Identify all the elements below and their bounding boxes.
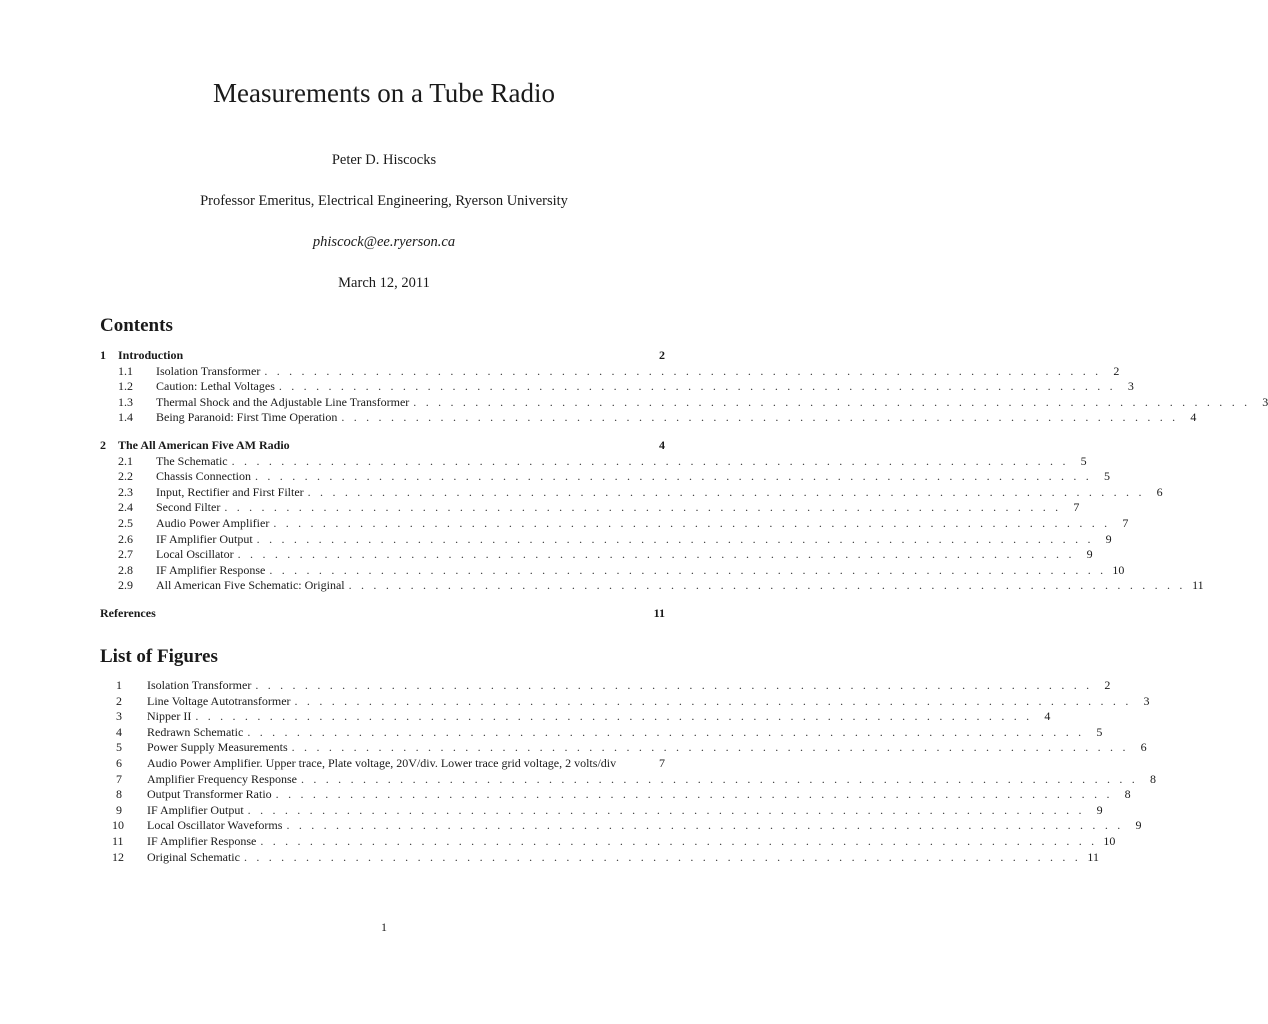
figure-number: 6	[116, 755, 122, 770]
contents-heading: Contents	[100, 315, 173, 336]
figure-row[interactable]	[100, 771, 1156, 788]
figure-page: 4	[1044, 709, 1051, 724]
toc-section-1	[100, 348, 1268, 426]
toc-subsection-row[interactable]	[100, 547, 1093, 563]
toc-subsection-row[interactable]	[100, 484, 1163, 501]
toc-title: Input, Rectifier and First Filter	[156, 484, 304, 499]
toc-page: 2	[659, 348, 665, 362]
toc-number: 2.2	[118, 469, 133, 484]
toc-subsection-row[interactable]	[100, 453, 1087, 470]
figure-title: Audio Power Amplifier. Upper trace, Plate voltage, 20V/div. Lower trace grid voltage, 2 volts/div	[147, 755, 617, 770]
toc-leader: . . . . . . . . . . . . . . . . . . . . . . . . . . . . . . . . . . . . . . . . . . . . . . . . . . . . . . . . . . . . . . . . . . . .	[278, 379, 1116, 394]
toc-number: 1.2	[118, 379, 133, 394]
page-number: 1	[381, 920, 387, 934]
toc-leader: . . . . . . . . . . . . . . . . . . . . . . . . . . . . . . . . . . . . . . . . . . . . . . . . . . . . . . . . . . . . . . . . . . . .	[275, 787, 1113, 802]
toc-number: 2	[100, 438, 106, 452]
toc-page: 3	[1127, 379, 1134, 394]
toc-page: 7	[1122, 515, 1129, 530]
toc-leader: . . . . . . . . . . . . . . . . . . . . . . . . . . . . . . . . . . . . . . . . . . . . . . . . . . . . . . . . . . . . . . . . . . . .	[291, 740, 1129, 755]
figure-page: 8	[1149, 771, 1156, 786]
document-title: Measurements on a Tube Radio	[213, 78, 555, 108]
toc-subsection-row[interactable]	[100, 578, 1204, 594]
figure-title: Line Voltage Autotransformer	[147, 693, 291, 708]
figure-page: 9	[1096, 802, 1103, 817]
toc-page: 5	[1080, 453, 1087, 468]
toc-leader: . . . . . . . . . . . . . . . . . . . . . . . . . . . . . . . . . . . . . . . . . . . . . . . . . . . . . . . . . . . . . . . . . . . .	[348, 578, 1186, 593]
figure-row[interactable]	[100, 833, 1116, 850]
toc-section-row[interactable]	[100, 438, 665, 454]
toc-leader: . . . . . . . . . . . . . . . . . . . . . . . . . . . . . . . . . . . . . . . . . . . . . . . . . . . . . . . . . . . . . . . . . . . .	[256, 531, 1094, 546]
toc-page: 10	[1112, 562, 1125, 577]
toc-number: 2.9	[118, 578, 133, 593]
figure-row[interactable]	[100, 740, 1147, 756]
toc-title: The All American Five AM Radio	[118, 438, 290, 452]
toc-page: 9	[1105, 531, 1112, 546]
figure-title: Redrawn Schematic	[147, 724, 244, 739]
toc-leader: . . . . . . . . . . . . . . . . . . . . . . . . . . . . . . . . . . . . . . . . . . . . . . . . . . . . . . . . . . . . . . . . . . . .	[195, 709, 1033, 724]
figure-row[interactable]	[100, 849, 1099, 866]
figure-number: 7	[116, 771, 122, 786]
toc-page: 3	[1262, 394, 1268, 409]
toc-page: 11	[1192, 578, 1204, 593]
figure-number: 4	[116, 724, 122, 739]
toc-title: Second Filter	[156, 500, 221, 515]
toc-leader: . . . . . . . . . . . . . . . . . . . . . . . . . . . . . . . . . . . . . . . . . . . . . . . . . . . . . . . . . . . . . . . . . . . .	[255, 678, 1093, 692]
document-date: March 12, 2011	[338, 275, 430, 291]
toc-subsection-row[interactable]	[100, 363, 1120, 380]
toc-title: Thermal Shock and the Adjustable Line Transformer	[156, 394, 410, 409]
toc-title: Audio Power Amplifier	[156, 515, 270, 530]
figure-title: Local Oscillator Waveforms	[147, 818, 283, 833]
toc-leader: . . . . . . . . . . . . . . . . . . . . . . . . . . . . . . . . . . . . . . . . . . . . . . . . . . . . . . . . . . . . . . . . . . . .	[247, 724, 1085, 739]
toc-page: 9	[1086, 547, 1093, 562]
toc-subsection-row[interactable]	[100, 531, 1112, 548]
figure-number: 10	[112, 818, 124, 833]
toc-subsection-row[interactable]	[100, 379, 1134, 395]
toc-title: Caution: Lethal Voltages	[156, 379, 275, 394]
toc-title: All American Five Schematic: Original	[156, 578, 345, 593]
toc-page: 4	[1190, 410, 1197, 425]
toc-leader: . . . . . . . . . . . . . . . . . . . . . . . . . . . . . . . . . . . . . . . . . . . . . . . . . . . . . . . . . . . . . . . . . . . .	[224, 500, 1062, 515]
figure-title: Power Supply Measurements	[147, 740, 288, 755]
toc-number: 1.3	[118, 394, 133, 409]
toc-title: Being Paranoid: First Time Operation	[156, 410, 338, 425]
figure-row[interactable]	[100, 678, 1111, 694]
toc-page: 4	[659, 438, 665, 452]
toc-number: 1	[100, 348, 106, 362]
toc-number: 2.5	[118, 515, 133, 530]
toc-page: 2	[1113, 363, 1120, 378]
figure-title: Original Schematic	[147, 849, 240, 864]
figure-number: 3	[116, 709, 122, 724]
toc-references	[100, 606, 665, 622]
toc-leader: . . . . . . . . . . . . . . . . . . . . . . . . . . . . . . . . . . . . . . . . . . . . . . . . . . . . . . . . . . . . . . . . . . . .	[243, 849, 1081, 864]
figure-title: IF Amplifier Response	[147, 833, 257, 848]
toc-number: 1.4	[118, 410, 133, 425]
toc-leader: . . . . . . . . . . . . . . . . . . . . . . . . . . . . . . . . . . . . . . . . . . . . . . . . . . . . . . . . . . . . . . . . . . . .	[231, 453, 1069, 468]
toc-title: IF Amplifier Output	[156, 531, 253, 546]
list-of-figures	[100, 678, 1156, 865]
toc-subsection-row[interactable]	[100, 515, 1129, 532]
figure-row[interactable]	[100, 724, 1103, 741]
figure-title: Output Transformer Ratio	[147, 787, 272, 802]
toc-title: IF Amplifier Response	[156, 562, 266, 577]
toc-leader: . . . . . . . . . . . . . . . . . . . . . . . . . . . . . . . . . . . . . . . . . . . . . . . . . . . . . . . . . . . . . . . . . . . .	[273, 515, 1111, 530]
toc-subsection-row[interactable]	[100, 469, 1110, 485]
toc-title: Introduction	[118, 348, 184, 362]
figure-page: 9	[1135, 818, 1142, 833]
toc-leader: . . . . . . . . . . . . . . . . . . . . . . . . . . . . . . . . . . . . . . . . . . . . . . . . . . . . . . . . . . . . . . . . . . . .	[264, 363, 1102, 378]
toc-page: 11	[653, 606, 665, 620]
figure-number: 2	[116, 693, 122, 708]
toc-subsection-row[interactable]	[100, 394, 1268, 411]
figure-number: 1	[116, 678, 122, 692]
figure-page: 7	[659, 755, 665, 770]
figure-row[interactable]	[100, 802, 1103, 819]
toc-leader: . . . . . . . . . . . . . . . . . . . . . . . . . . . . . . . . . . . . . . . . . . . . . . . . . . . . . . . . . . . . . . . . . . . .	[237, 547, 1075, 562]
figure-number: 8	[116, 787, 122, 802]
toc-number: 2.8	[118, 562, 133, 577]
figure-page: 8	[1124, 787, 1131, 802]
author-email: phiscock@ee.ryerson.ca	[312, 234, 456, 250]
toc-page: 6	[1156, 484, 1163, 499]
figure-number: 9	[116, 802, 122, 817]
figure-page: 10	[1103, 833, 1116, 848]
toc-title: The Schematic	[156, 453, 228, 468]
figure-row[interactable]	[100, 693, 1150, 710]
toc-number: 2.4	[118, 500, 133, 515]
figure-page: 6	[1140, 740, 1147, 755]
figure-row[interactable]	[100, 709, 1051, 725]
figure-page: 5	[1096, 724, 1103, 739]
figure-title: Amplifier Frequency Response	[147, 771, 297, 786]
toc-leader: . . . . . . . . . . . . . . . . . . . . . . . . . . . . . . . . . . . . . . . . . . . . . . . . . . . . . . . . . . . . . . . . . . . .	[269, 562, 1107, 577]
toc-title: Local Oscillator	[156, 547, 234, 562]
figure-title: Nipper II	[147, 709, 192, 724]
figure-title: Isolation Transformer	[147, 678, 252, 692]
toc-title: Chassis Connection	[156, 469, 251, 484]
toc-leader: . . . . . . . . . . . . . . . . . . . . . . . . . . . . . . . . . . . . . . . . . . . . . . . . . . . . . . . . . . . . . . . . . . . .	[341, 410, 1179, 425]
toc-number: 2.3	[118, 484, 133, 499]
toc-subsection-row[interactable]	[100, 562, 1125, 579]
toc-references-row[interactable]	[100, 606, 665, 622]
toc-number: 2.6	[118, 531, 133, 546]
figure-number: 5	[116, 740, 122, 755]
toc-section-row[interactable]	[100, 348, 665, 364]
toc-page: 7	[1073, 500, 1080, 515]
toc-number: 1.1	[118, 363, 133, 378]
toc-leader: . . . . . . . . . . . . . . . . . . . . . . . . . . . . . . . . . . . . . . . . . . . . . . . . . . . . . . . . . . . . . . . . . . . .	[260, 833, 1098, 848]
figure-page: 11	[1087, 849, 1099, 864]
toc-leader: . . . . . . . . . . . . . . . . . . . . . . . . . . . . . . . . . . . . . . . . . . . . . . . . . . . . . . . . . . . . . . . . . . . .	[307, 484, 1145, 499]
toc-page: 5	[1104, 469, 1110, 484]
figure-page: 2	[1104, 678, 1111, 692]
toc-leader: . . . . . . . . . . . . . . . . . . . . . . . . . . . . . . . . . . . . . . . . . . . . . . . . . . . . . . . . . . . . . . . . . . . .	[294, 693, 1132, 708]
toc-title: References	[100, 606, 156, 620]
author-name: Peter D. Hiscocks	[331, 152, 437, 168]
figure-row[interactable]	[100, 818, 1142, 834]
toc-section-2	[100, 438, 1204, 594]
author-affiliation: Professor Emeritus, Electrical Engineering, Ryerson University	[200, 193, 568, 209]
figure-row[interactable]	[100, 787, 1131, 803]
list-of-figures-heading: List of Figures	[100, 646, 218, 667]
toc-leader: . . . . . . . . . . . . . . . . . . . . . . . . . . . . . . . . . . . . . . . . . . . . . . . . . . . . . . . . . . . . . . . . . . . .	[300, 771, 1138, 786]
figure-row[interactable]	[100, 756, 665, 772]
figure-page: 3	[1143, 693, 1150, 708]
toc-subsection-row[interactable]	[100, 500, 1080, 516]
figure-number: 11	[112, 833, 124, 848]
toc-title: Isolation Transformer	[156, 363, 261, 378]
toc-leader: . . . . . . . . . . . . . . . . . . . . . . . . . . . . . . . . . . . . . . . . . . . . . . . . . . . . . . . . . . . . . . . . . . . .	[413, 394, 1251, 409]
toc-leader: . . . . . . . . . . . . . . . . . . . . . . . . . . . . . . . . . . . . . . . . . . . . . . . . . . . . . . . . . . . . . . . . . . . .	[286, 818, 1124, 833]
toc-number: 2.1	[118, 453, 133, 468]
toc-leader: . . . . . . . . . . . . . . . . . . . . . . . . . . . . . . . . . . . . . . . . . . . . . . . . . . . . . . . . . . . . . . . . . . . .	[255, 469, 1092, 484]
toc-leader: . . . . . . . . . . . . . . . . . . . . . . . . . . . . . . . . . . . . . . . . . . . . . . . . . . . . . . . . . . . . . . . . . . . .	[247, 802, 1085, 817]
toc-subsection-row[interactable]	[100, 410, 1197, 426]
figure-number: 12	[112, 849, 124, 864]
figure-title: IF Amplifier Output	[147, 802, 244, 817]
toc-number: 2.7	[118, 547, 133, 562]
